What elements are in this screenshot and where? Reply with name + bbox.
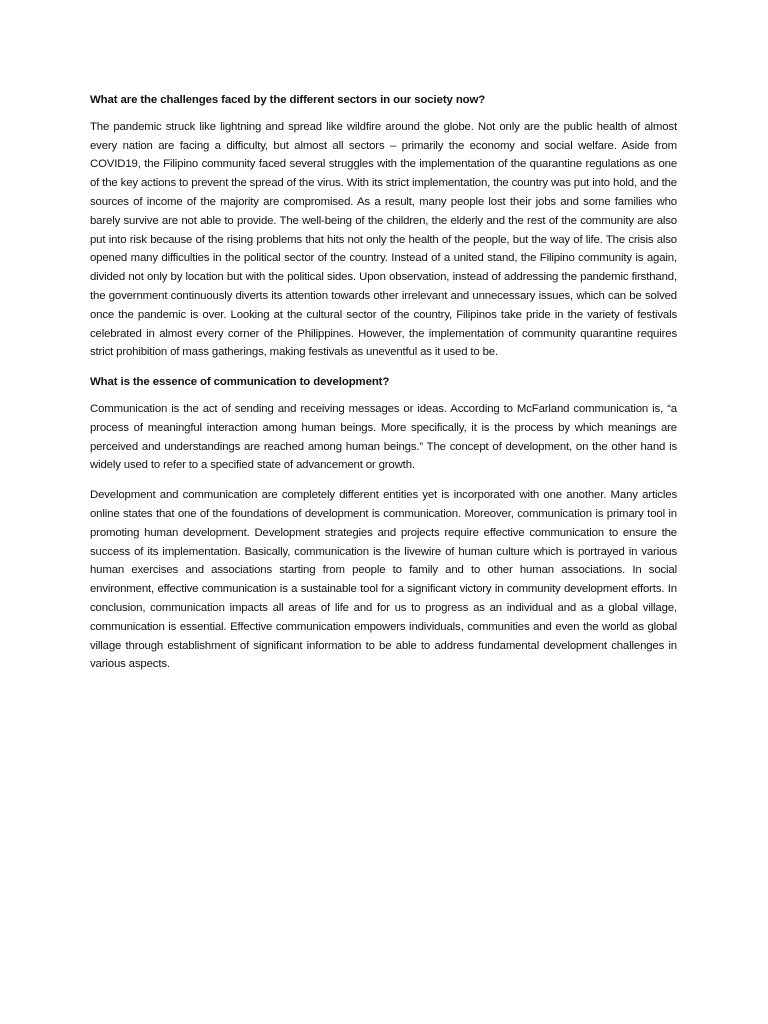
paragraph: Communication is the act of sending and receiving messages or ideas. According to McFarland communication is, “a process of meaningful interaction among human beings. More specifically, it is the process by which meanings are perceived and understandings are reached among human beings.” The concept of development, on the other hand is widely used to refer to a specified state of advancement or growth. bbox=[90, 402, 677, 472]
paragraph: Development and communication are completely different entities yet is incorporated with one another. Many articles online states that one of the foundations of development is communication. Moreover, communication is primary tool in promoting human development. Development strategies and projects require effective communication to ensure the success of its implementation. Basically, communication is the livewire of human culture which is portrayed in various human exercises and associations starting from people to family and to other human associations. In social environment, effective communication is a sustainable tool for a significant victory in community development efforts. In conclusion, communication impacts all areas of life and for us to progress as an individual and as a global village, communication is essential. Effective communication empowers individuals, communities and even the world as global village through establishment of significant information to be able to address fundamental development challenges in various aspects. bbox=[90, 489, 677, 671]
section-challenges bbox=[90, 91, 677, 362]
section-communication bbox=[90, 373, 677, 674]
section-heading: What is the essence of communication to development? bbox=[90, 376, 390, 389]
document-page bbox=[90, 91, 677, 685]
paragraph: The pandemic struck like lightning and spread like wildfire around the globe. Not only are the public health of almost every nation are facing a difficulty, but almost all sectors – primarily the economy and social welfare. Aside from COVID19, the Filipino community faced several struggles with the implementation of the quarantine regulations as one of the key actions to prevent the spread of the virus. With its strict implementation, the country was put into hold, and the sources of income of the majority are compromised. As a result, many people lost their jobs and some families who barely survive are not able to provide. The well-being of the children, the elderly and the rest of the community are also put into risk because of the rising problems that hits not only the health of the people, but the way of life. The crisis also opened many difficulties in the political sector of the country. Instead of a united stand, the Filipino community is again, divided not only by location but with the political sides. Upon observation, instead of addressing the pandemic firsthand, the government continuously diverts its attention towards other irrelevant and unnecessary issues, which can be solved once the pandemic is over. Looking at the cultural sector of the country, Filipinos take pride in the variety of festivals celebrated in almost every corner of the Philippines. However, the implementation of community quarantine requires strict prohibition of mass gatherings, making festivals as uneventful as it used to be. bbox=[90, 120, 677, 359]
section-heading: What are the challenges faced by the different sectors in our society now? bbox=[90, 94, 486, 106]
